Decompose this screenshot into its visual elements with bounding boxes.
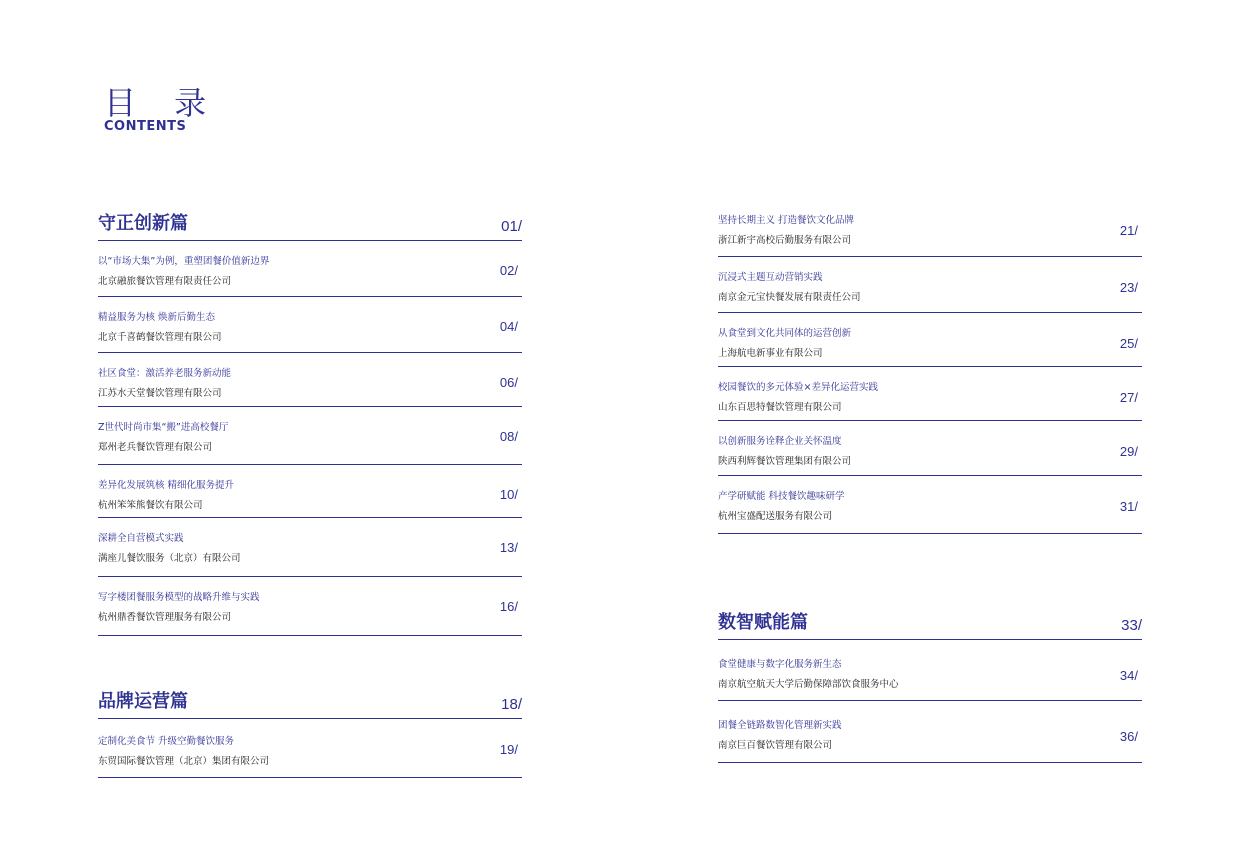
- entry-title: 沉浸式主题互动营销实践: [718, 272, 823, 283]
- toc-entry[interactable]: [718, 640, 1142, 701]
- entry-title: 从食堂到文化共同体的运营创新: [718, 328, 852, 339]
- section-page-number: 18/: [501, 696, 522, 713]
- entry-title: 食堂健康与数字化服务新生态: [718, 659, 842, 670]
- toc-entry[interactable]: [98, 577, 522, 636]
- entry-company: 北京千喜鹤餐饮管理有限公司: [98, 332, 222, 343]
- toc-entry[interactable]: [98, 465, 522, 518]
- entry-company: 南京航空航天大学后勤保障部饮食服务中心: [718, 679, 899, 690]
- entry-company: 杭州宝盛配送服务有限公司: [718, 511, 833, 522]
- entry-list: [718, 200, 1142, 534]
- entry-title: 写字楼团餐服务模型的战略升维与实践: [98, 592, 260, 603]
- entry-page-number: 25/: [1119, 336, 1138, 351]
- entry-company: 山东百思特餐饮管理有限公司: [718, 402, 842, 413]
- entry-title: 精益服务为核 焕新后勤生态: [98, 312, 216, 323]
- entry-company: 北京融旅餐饮管理有限责任公司: [98, 276, 232, 287]
- entry-company: 南京巨百餐饮管理有限公司: [718, 740, 833, 751]
- section-1-continued: [718, 200, 1142, 534]
- toc-entry[interactable]: [98, 353, 522, 407]
- entry-page-number: 10/: [499, 487, 518, 502]
- entry-title: 差异化发展筑核 精细化服务提升: [98, 480, 235, 491]
- entry-page-number: 21/: [1119, 223, 1138, 238]
- section-page-number: 01/: [501, 218, 522, 235]
- toc-entry[interactable]: [718, 313, 1142, 367]
- section-1: [98, 210, 522, 636]
- entry-list: [98, 719, 522, 778]
- section-header: [98, 688, 522, 719]
- entry-company: 南京金元宝快餐发展有限责任公司: [718, 292, 861, 303]
- entry-page-number: 16/: [499, 599, 518, 614]
- entry-page-number: 29/: [1119, 444, 1138, 459]
- entry-page-number: 08/: [499, 429, 518, 444]
- section-4: [718, 609, 1142, 763]
- entry-company: 上海航电新事业有限公司: [718, 348, 823, 359]
- entry-list: [718, 640, 1142, 763]
- entry-title: 坚持长期主义 打造餐饮文化品牌: [718, 215, 855, 226]
- entry-company: 满座儿餐饮服务（北京）有限公司: [98, 553, 241, 564]
- toc-entry[interactable]: [98, 518, 522, 577]
- entry-page-number: 19/: [499, 742, 518, 757]
- entry-page-number: 36/: [1119, 729, 1138, 744]
- section-header: [98, 210, 522, 241]
- entry-company: 江苏水天堂餐饮管理有限公司: [98, 388, 222, 399]
- section-header: [718, 609, 1142, 640]
- toc-entry[interactable]: [718, 200, 1142, 257]
- entry-title: 校园餐饮的多元体验×差异化运营实践: [718, 382, 878, 393]
- section-page-number: 33/: [1121, 617, 1142, 634]
- entry-title: 团餐全链路数智化管理新实践: [718, 720, 842, 731]
- section-title: 守正创新篇: [98, 213, 188, 234]
- entry-page-number: 27/: [1119, 390, 1138, 405]
- entry-title: 产学研赋能 科技餐饮趣味研学: [718, 491, 845, 502]
- entry-page-number: 23/: [1119, 280, 1138, 295]
- page-subtitle: CONTENTS: [104, 119, 187, 134]
- entry-page-number: 02/: [499, 263, 518, 278]
- entry-page-number: 13/: [499, 540, 518, 555]
- entry-title: 社区食堂：激活养老服务新动能: [98, 368, 232, 379]
- entry-title: Z世代时尚市集“搬”进高校餐厅: [98, 422, 229, 433]
- toc-entry[interactable]: [98, 719, 522, 778]
- toc-entry[interactable]: [718, 701, 1142, 763]
- entry-company: 东贸国际餐饮管理（北京）集团有限公司: [98, 756, 270, 767]
- page-title: 目 录: [104, 84, 221, 122]
- toc-entry[interactable]: [718, 421, 1142, 476]
- toc-entry[interactable]: [718, 476, 1142, 534]
- entry-title: 定制化美食节 升级空勤餐饮服务: [98, 736, 235, 747]
- toc-entry[interactable]: [98, 241, 522, 297]
- toc-entry[interactable]: [98, 407, 522, 465]
- entry-list: [98, 241, 522, 636]
- section-title: 数智赋能篇: [718, 612, 808, 633]
- entry-page-number: 04/: [499, 319, 518, 334]
- entry-company: 杭州鼎香餐饮管理服务有限公司: [98, 612, 232, 623]
- entry-title: 深耕全自营模式实践: [98, 533, 184, 544]
- entry-title: 以“市场大集”为例，重塑团餐价值新边界: [98, 256, 270, 267]
- entry-company: 浙江新宇高校后勤服务有限公司: [718, 235, 852, 246]
- toc-entry[interactable]: [718, 257, 1142, 313]
- entry-page-number: 31/: [1119, 499, 1138, 514]
- toc-entry[interactable]: [718, 367, 1142, 421]
- entry-page-number: 34/: [1119, 668, 1138, 683]
- entry-title: 以创新服务诠释企业关怀温度: [718, 436, 842, 447]
- entry-company: 陕西利辉餐饮管理集团有限公司: [718, 456, 852, 467]
- section-title: 品牌运营篇: [98, 691, 188, 712]
- entry-page-number: 06/: [499, 375, 518, 390]
- entry-company: 郑州老兵餐饮管理有限公司: [98, 442, 213, 453]
- entry-company: 杭州笨笨熊餐饮有限公司: [98, 500, 203, 511]
- section-2: [98, 688, 522, 778]
- toc-entry[interactable]: [98, 297, 522, 353]
